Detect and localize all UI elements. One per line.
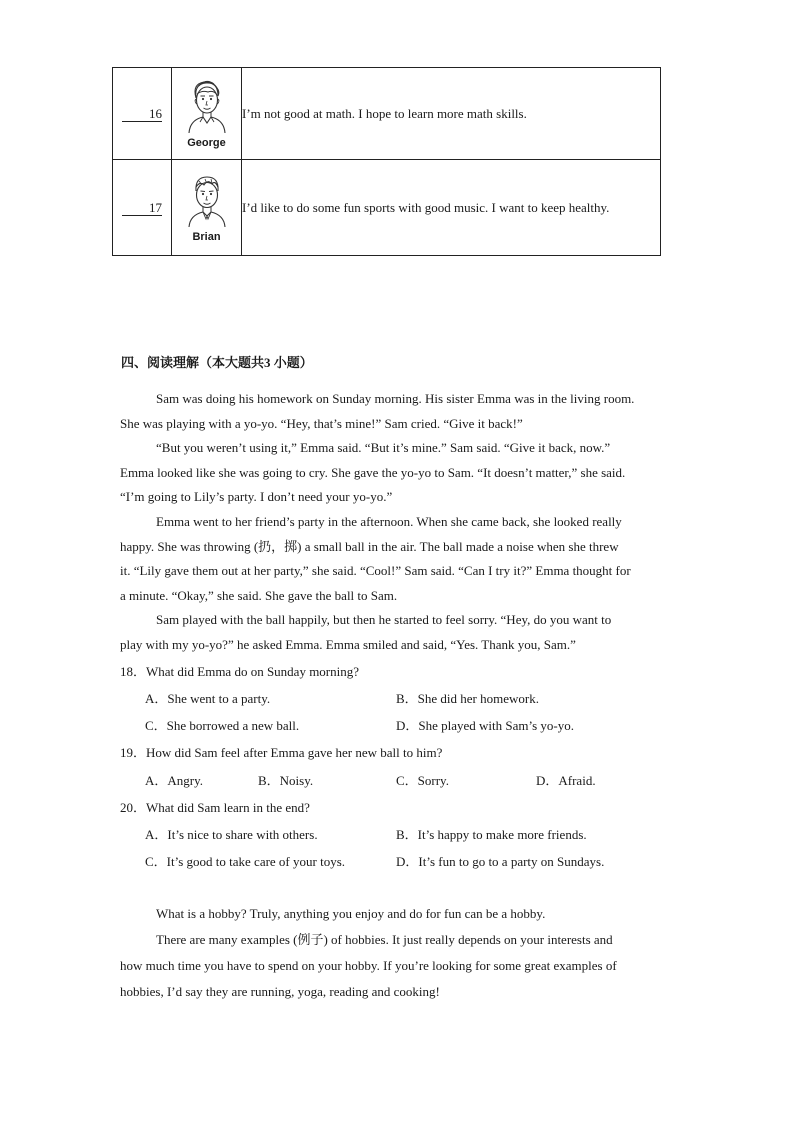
boy-portrait-icon <box>184 172 230 228</box>
answer-blank[interactable]: 17 <box>122 201 162 216</box>
passage-line: play with my yo-yo?” he asked Emma. Emma smiled and said, “Yes. Thank you, Sam.” <box>120 636 576 652</box>
character-name: Brian <box>192 231 221 243</box>
answer-option[interactable]: D．Afraid. <box>536 773 596 788</box>
table-row <box>113 160 661 256</box>
reading-passage-1 <box>120 387 676 658</box>
passage-line: happy. She was throwing (扔，掷) a small ball in the air. The ball made a noise when she threw <box>120 538 619 554</box>
portrait-cell <box>172 160 242 256</box>
question-stem: 18．What did Emma do on Sunday morning? <box>120 664 360 679</box>
passage-line: “I’m going to Lily’s party. I don’t need your yo-yo.” <box>120 489 393 505</box>
passage-line: how much time you have to spend on your hobby. If you’re looking for some great examples of <box>120 958 617 973</box>
passage-line: She was playing with a yo-yo. “Hey, that’s mine!” Sam cried. “Give it back!” <box>120 415 523 431</box>
passage-line: hobbies, I’d say they are running, yoga, reading and cooking! <box>120 984 440 999</box>
table-row <box>113 68 661 160</box>
answer-option[interactable]: A．It’s nice to share with others. <box>145 827 318 842</box>
character-statement: I’d like to do some fun sports with good music. I want to keep healthy. <box>242 160 661 256</box>
answer-blank[interactable]: 16 <box>122 107 162 122</box>
passage-line: Sam played with the ball happily, but then he started to feel sorry. “Hey, do you want to <box>156 612 612 628</box>
answer-blank-cell <box>113 68 172 160</box>
matching-table <box>112 67 661 256</box>
passage-line: it. “Lily gave them out at her party,” she said. “Cool!” Sam said. “Can I try it?” Emma thought for <box>120 563 631 579</box>
reading-passage-2 <box>120 901 676 1005</box>
answer-option[interactable]: D．She played with Sam’s yo-yo. <box>396 718 575 733</box>
passage-line: “But you weren’t using it,” Emma said. “But it’s mine.” Sam said. “Give it back, now.” <box>156 440 611 456</box>
passage-line: a minute. “Okay,” she said. She gave the ball to Sam. <box>120 587 398 603</box>
character-statement: I’m not good at math. I hope to learn more math skills. <box>242 68 661 160</box>
passage-line: Emma went to her friend’s party in the afternoon. When she came back, she looked really <box>156 513 622 529</box>
answer-option[interactable]: B．Noisy. <box>258 773 314 788</box>
answer-option[interactable]: B．She did her homework. <box>396 691 539 706</box>
character-name: George <box>187 137 226 149</box>
portrait-cell <box>172 68 242 160</box>
answer-option[interactable]: C．Sorry. <box>396 773 449 788</box>
answer-option[interactable]: B．It’s happy to make more friends. <box>396 827 587 842</box>
answer-blank-cell <box>113 160 172 256</box>
passage-line: What is a hobby? Truly, anything you enjoy and do for fun can be a hobby. <box>156 906 546 921</box>
question-stem: 19．How did Sam feel after Emma gave her new ball to him? <box>120 745 443 760</box>
boy-portrait-icon <box>184 78 230 134</box>
answer-option[interactable]: D．It’s fun to go to a party on Sundays. <box>396 854 605 869</box>
answer-option[interactable]: A．Angry. <box>145 773 204 788</box>
section-title: 四、阅读理解（本大题共3 小题） <box>121 355 313 370</box>
passage-line: Sam was doing his homework on Sunday morning. His sister Emma was in the living room. <box>156 391 635 406</box>
passage-line: Emma looked like she was going to cry. She gave the yo-yo to Sam. “It doesn’t matter,” she said. <box>120 464 626 480</box>
answer-option[interactable]: A．She went to a party. <box>145 691 271 706</box>
question-stem: 20．What did Sam learn in the end? <box>120 800 310 815</box>
answer-option[interactable]: C．She borrowed a new ball. <box>145 718 300 733</box>
passage-line: There are many examples (例子) of hobbies. It just really depends on your interests and <box>156 932 613 947</box>
answer-option[interactable]: C．It’s good to take care of your toys. <box>145 854 346 869</box>
